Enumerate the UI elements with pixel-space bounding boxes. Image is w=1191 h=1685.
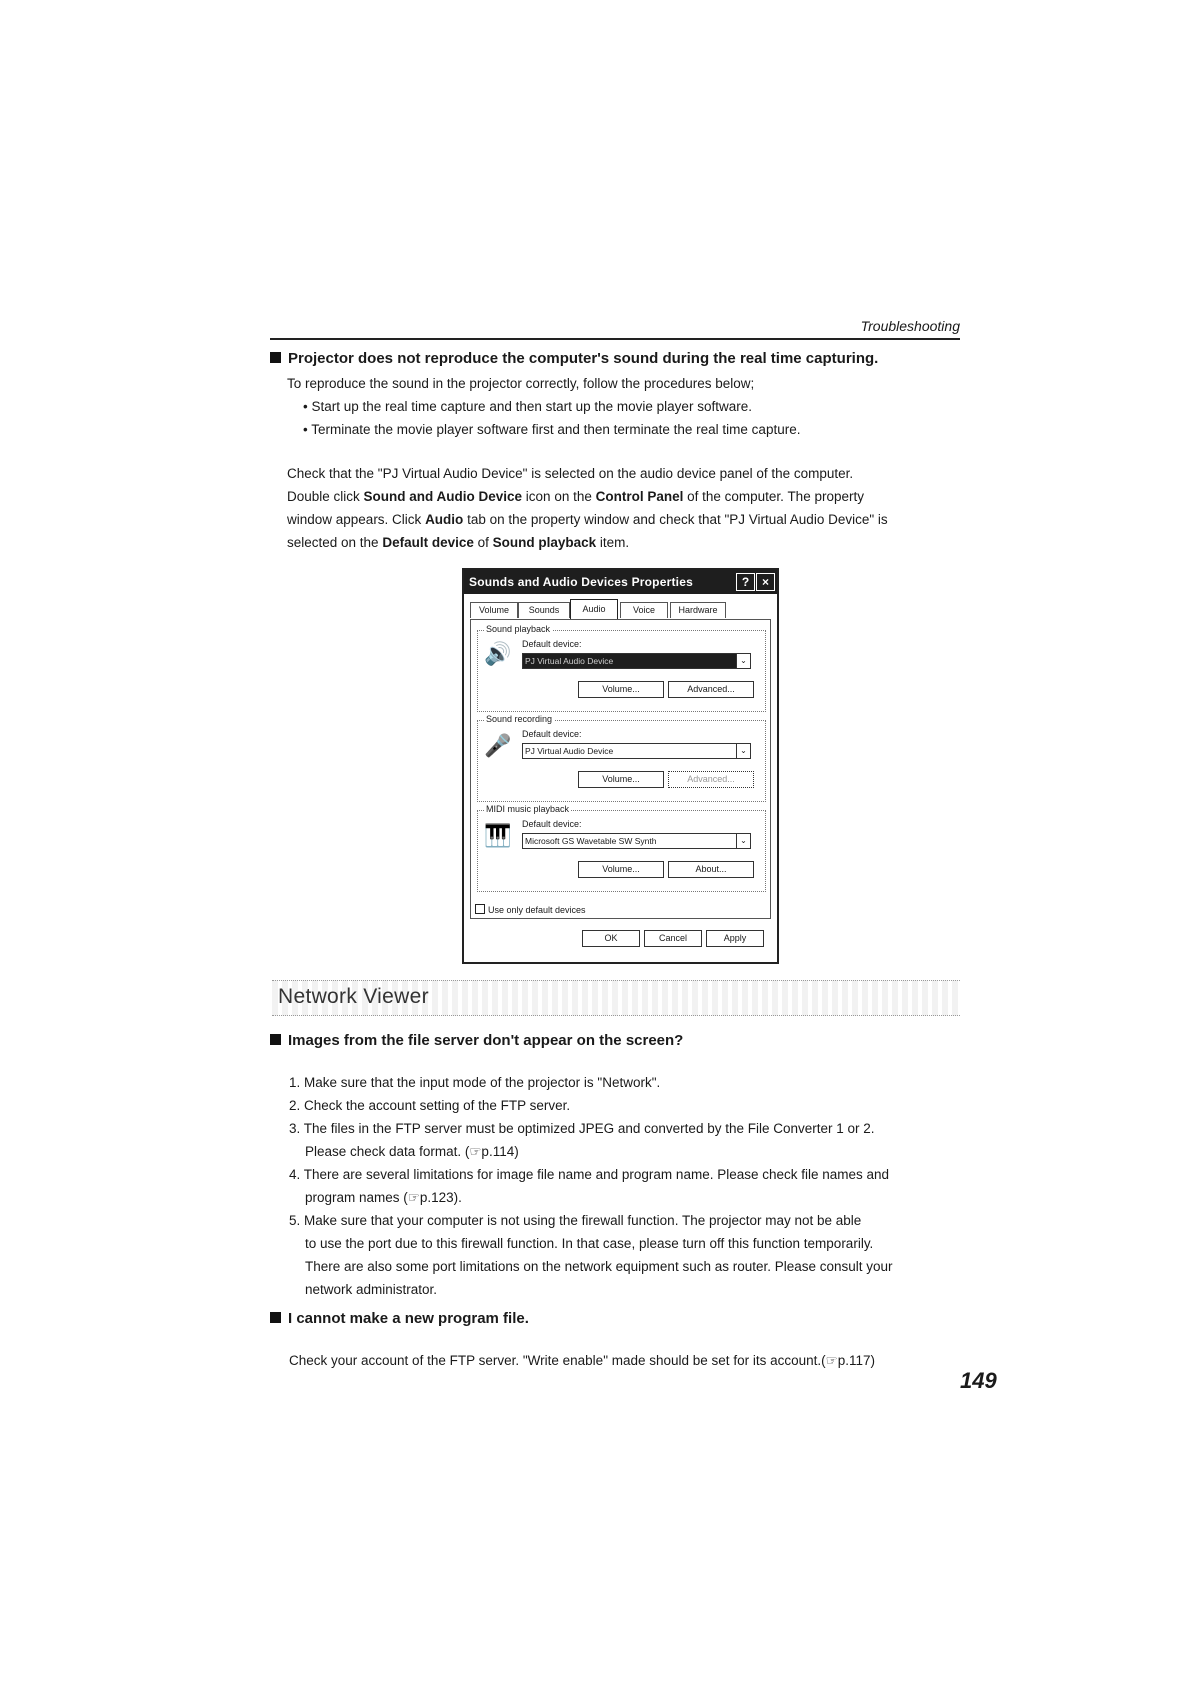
bullet-item: • Terminate the movie player software first and then terminate the real time capture. [303, 422, 801, 437]
text: selected on the [287, 535, 383, 550]
midi-volume-button[interactable]: Volume... [578, 861, 664, 878]
list-item: 2. Check the account setting of the FTP server. [289, 1098, 571, 1113]
para-line [287, 509, 888, 531]
bold-text: Sound playback [492, 535, 597, 550]
tab-voice[interactable]: Voice [620, 602, 668, 618]
midi-keyboard-icon: 🎹 [484, 823, 512, 848]
section-heading-program [270, 1310, 529, 1327]
recording-volume-button[interactable]: Volume... [578, 771, 664, 788]
text: of the computer. The property [683, 489, 864, 504]
bullet-item: • Start up the real time capture and then start up the movie player software. [303, 399, 752, 414]
speaker-icon: 🔊 [484, 641, 512, 666]
group-midi-playback [477, 804, 766, 892]
select-value: Microsoft GS Wavetable SW Synth [525, 836, 657, 846]
page-number: 149 [960, 1368, 997, 1393]
list-item-continued: There are also some port limitations on the network equipment such as router. Please consult your [305, 1259, 893, 1274]
apply-button[interactable]: Apply [706, 930, 764, 947]
section-heading-sound [270, 350, 878, 367]
dialog-titlebar [464, 570, 777, 594]
list-item-continued: network administrator. [305, 1282, 438, 1297]
microphone-icon: 🎤 [484, 733, 512, 758]
list-item-continued: program names (☞p.123). [305, 1190, 462, 1205]
chevron-down-icon[interactable]: ⌄ [736, 834, 750, 848]
group-label: Sound recording [486, 714, 553, 724]
square-bullet-icon [270, 1312, 281, 1323]
running-header: Troubleshooting [860, 318, 960, 334]
heading-text: I cannot make a new program file. [288, 1310, 529, 1327]
group-sound-playback [477, 624, 766, 712]
text: Double click [287, 489, 364, 504]
field-label: Default device: [522, 639, 582, 649]
recording-advanced-button[interactable]: Advanced... [668, 771, 754, 788]
bold-text: Default device [382, 535, 474, 550]
closing-text: Check your account of the FTP server. "Write enable" made should be set for its account.(☞p.117) [289, 1353, 875, 1368]
recording-device-select[interactable] [522, 743, 751, 759]
heading-text: Projector does not reproduce the computer's sound during the real time capturing. [288, 350, 879, 367]
tab-hardware[interactable]: Hardware [670, 602, 726, 618]
intro-text: To reproduce the sound in the projector correctly, follow the procedures below; [287, 376, 755, 391]
playback-device-select[interactable] [522, 653, 751, 669]
text: of [473, 535, 493, 550]
list-item: 3. The files in the FTP server must be optimized JPEG and converted by the File Converter 1 or 2. [289, 1121, 875, 1136]
bold-text: Sound and Audio Device [363, 489, 523, 504]
midi-device-select[interactable] [522, 833, 751, 849]
help-icon[interactable]: ? [736, 573, 755, 591]
section-heading-images [270, 1032, 683, 1049]
list-item: 1. Make sure that the input mode of the projector is "Network". [289, 1075, 661, 1090]
close-icon[interactable]: × [756, 573, 775, 591]
para-line [287, 486, 864, 508]
list-item: 5. Make sure that your computer is not using the firewall function. The projector may not be able [289, 1213, 862, 1228]
playback-volume-button[interactable]: Volume... [578, 681, 664, 698]
audio-tab-panel [470, 619, 771, 919]
list-item: 4. There are several limitations for image file name and program name. Please check file names and [289, 1167, 890, 1182]
dialog-title: Sounds and Audio Devices Properties [469, 575, 693, 589]
chevron-down-icon[interactable]: ⌄ [736, 744, 750, 758]
tab-sounds[interactable]: Sounds [518, 602, 570, 618]
chevron-down-icon[interactable]: ⌄ [736, 654, 750, 668]
header-rule [270, 338, 960, 340]
section-banner [272, 980, 960, 1016]
para-line [287, 532, 629, 554]
list-item-continued: to use the port due to this firewall function. In that case, please turn off this function temporarily. [305, 1236, 874, 1251]
text: item. [596, 535, 630, 550]
checkbox-label: Use only default devices [488, 905, 586, 915]
checkbox-box[interactable] [475, 904, 485, 914]
playback-advanced-button[interactable]: Advanced... [668, 681, 754, 698]
ok-button[interactable]: OK [582, 930, 640, 947]
field-label: Default device: [522, 819, 582, 829]
list-item-continued: Please check data format. (☞p.114) [305, 1144, 519, 1159]
text: icon on the [522, 489, 596, 504]
square-bullet-icon [270, 352, 281, 363]
midi-about-button[interactable]: About... [668, 861, 754, 878]
text: tab on the property window and check that "PJ Virtual Audio Device" is [463, 512, 888, 527]
group-label: MIDI music playback [486, 804, 570, 814]
cancel-button[interactable]: Cancel [644, 930, 702, 947]
section-title: Network Viewer [278, 985, 429, 1008]
tab-audio[interactable]: Audio [570, 599, 618, 619]
text: window appears. Click [287, 512, 426, 527]
field-label: Default device: [522, 729, 582, 739]
bold-text: Control Panel [595, 489, 684, 504]
group-sound-recording [477, 714, 766, 802]
heading-text: Images from the file server don't appear on the screen? [288, 1032, 684, 1049]
select-value: PJ Virtual Audio Device [525, 746, 614, 756]
bold-text: Audio [425, 512, 464, 527]
default-devices-checkbox[interactable] [475, 904, 586, 915]
sound-properties-dialog [462, 568, 779, 964]
group-label: Sound playback [486, 624, 551, 634]
tab-volume[interactable]: Volume [470, 602, 518, 618]
square-bullet-icon [270, 1034, 281, 1045]
check-line: Check that the "PJ Virtual Audio Device" is selected on the audio device panel of the computer. [287, 466, 854, 481]
select-value: PJ Virtual Audio Device [525, 656, 614, 666]
